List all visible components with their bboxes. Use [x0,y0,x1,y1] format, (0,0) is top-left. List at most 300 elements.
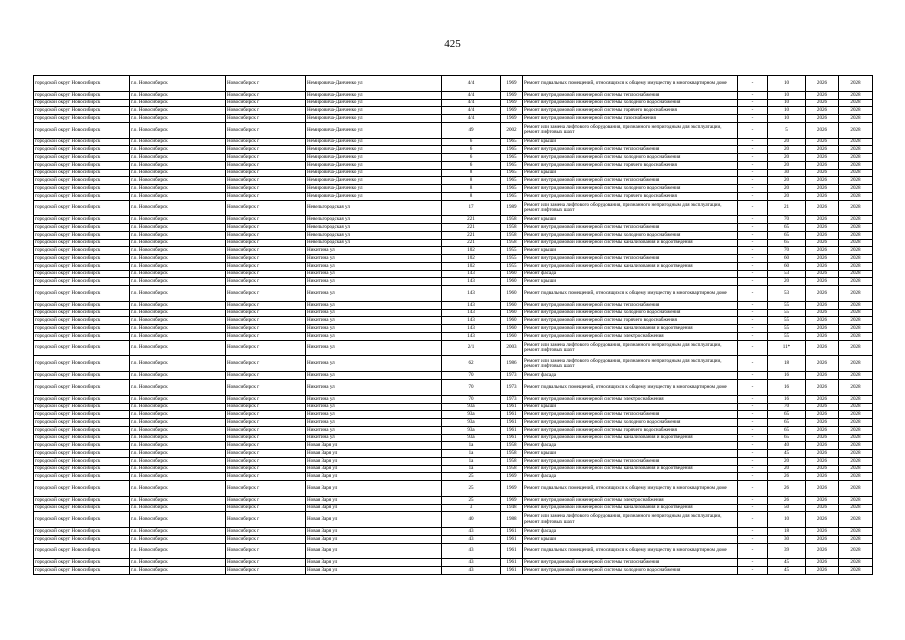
work-type-cell: Ремонт подвальных помещений, относящихся к общему имуществу в многоквартирном доме [523,481,738,497]
start-year-cell: 2026 [806,567,839,575]
end-year-cell: 2028 [839,411,873,419]
house-number-cell: 8 [442,169,501,177]
table-row [34,115,873,123]
municipality-cell: городской округ Новосибирск [34,403,130,411]
table-row [34,325,873,333]
year-built-cell: 1960 [501,309,523,317]
end-year-cell: 2028 [839,559,873,567]
start-year-cell: 2026 [806,372,839,380]
end-year-cell: 2028 [839,512,873,528]
city-cell: Новосибирск г [226,473,306,481]
dash-cell: - [738,239,768,247]
start-year-cell: 2026 [806,340,839,356]
street-cell: Новая Заря ул [306,543,442,559]
table-row [34,473,873,481]
settlement-cell: г.о. Новосибирск [130,504,226,512]
settlement-cell: г.о. Новосибирск [130,200,226,216]
street-cell: Никитина ул [306,255,442,263]
year-built-cell: 1969 [501,473,523,481]
dash-cell: - [738,255,768,263]
year-built-cell: 1986 [501,356,523,372]
street-cell: Немировича-Данченко ул [306,192,442,200]
end-year-cell: 2028 [839,247,873,255]
repair-schedule-table [33,75,873,575]
city-cell: Новосибирск г [226,169,306,177]
settlement-cell: г.о. Новосибирск [130,450,226,458]
city-cell: Новосибирск г [226,403,306,411]
street-cell: Немировича-Данченко ул [306,107,442,115]
end-year-cell: 2028 [839,481,873,497]
street-cell: Немировича-Данченко ул [306,91,442,99]
amount-cell: 21 [768,200,806,216]
end-year-cell: 2028 [839,115,873,123]
amount-cell: 70 [768,216,806,224]
street-cell: Новая Заря ул [306,481,442,497]
table-row [34,169,873,177]
amount-cell: 16 [768,395,806,403]
start-year-cell: 2026 [806,270,839,278]
dash-cell: - [738,395,768,403]
amount-cell: 65 [768,426,806,434]
dash-cell: - [738,450,768,458]
settlement-cell: г.о. Новосибирск [130,192,226,200]
municipality-cell: городской округ Новосибирск [34,559,130,567]
street-cell: Немировича-Данченко ул [306,138,442,146]
house-number-cell: 62 [442,356,501,372]
start-year-cell: 2026 [806,231,839,239]
end-year-cell: 2028 [839,372,873,380]
street-cell: Немировича-Данченко ул [306,154,442,162]
settlement-cell: г.о. Новосибирск [130,262,226,270]
work-type-cell: Ремонт внутридомовой инженерной системы канализования и водоотведения [523,504,738,512]
amount-cell: 20 [768,177,806,185]
year-built-cell: 1973 [501,372,523,380]
settlement-cell: г.о. Новосибирск [130,332,226,340]
dash-cell: - [738,224,768,232]
table-row [34,419,873,427]
street-cell: Новая Заря ул [306,559,442,567]
city-cell: Новосибирск г [226,286,306,302]
amount-cell: 20 [768,154,806,162]
house-number-cell: 43 [442,535,501,543]
amount-cell: 10 [768,115,806,123]
street-cell: Никитина ул [306,356,442,372]
municipality-cell: городской округ Новосибирск [34,372,130,380]
year-built-cell: 2003 [501,340,523,356]
municipality-cell: городской округ Новосибирск [34,161,130,169]
start-year-cell: 2026 [806,301,839,309]
municipality-cell: городской округ Новосибирск [34,169,130,177]
dash-cell: - [738,91,768,99]
start-year-cell: 2026 [806,535,839,543]
street-cell: Никитина ул [306,372,442,380]
dash-cell: - [738,325,768,333]
work-type-cell: Ремонт крыши [523,247,738,255]
municipality-cell: городской округ Новосибирск [34,481,130,497]
dash-cell: - [738,543,768,559]
municipality-cell: городской округ Новосибирск [34,185,130,193]
work-type-cell: Ремонт внутридомовой инженерной системы теплоснабжения [523,255,738,263]
city-cell: Новосибирск г [226,356,306,372]
settlement-cell: г.о. Новосибирск [130,535,226,543]
settlement-cell: г.о. Новосибирск [130,411,226,419]
amount-cell: 26 [768,496,806,504]
year-built-cell: 1965 [501,154,523,162]
end-year-cell: 2028 [839,270,873,278]
year-built-cell: 1955 [501,247,523,255]
street-cell: Никитина ул [306,301,442,309]
end-year-cell: 2028 [839,107,873,115]
settlement-cell: г.о. Новосибирск [130,567,226,575]
street-cell: Никитина ул [306,426,442,434]
settlement-cell: г.о. Новосибирск [130,403,226,411]
city-cell: Новосибирск г [226,481,306,497]
house-number-cell: 43 [442,528,501,536]
municipality-cell: городской округ Новосибирск [34,99,130,107]
year-built-cell: 1965 [501,138,523,146]
year-built-cell: 1960 [501,325,523,333]
street-cell: Немировича-Данченко ул [306,185,442,193]
city-cell: Новосибирск г [226,457,306,465]
municipality-cell: городской округ Новосибирск [34,115,130,123]
settlement-cell: г.о. Новосибирск [130,169,226,177]
end-year-cell: 2028 [839,192,873,200]
start-year-cell: 2026 [806,317,839,325]
settlement-cell: г.о. Новосибирск [130,255,226,263]
start-year-cell: 2026 [806,169,839,177]
work-type-cell: Ремонт крыши [523,450,738,458]
municipality-cell: городской округ Новосибирск [34,465,130,473]
dash-cell: - [738,231,768,239]
dash-cell: - [738,372,768,380]
amount-cell: 20 [768,146,806,154]
year-built-cell: 1958 [501,216,523,224]
end-year-cell: 2028 [839,403,873,411]
house-number-cell: 3 [442,504,501,512]
dash-cell: - [738,99,768,107]
settlement-cell: г.о. Новосибирск [130,457,226,465]
dash-cell: - [738,161,768,169]
city-cell: Новосибирск г [226,262,306,270]
start-year-cell: 2026 [806,161,839,169]
dash-cell: - [738,559,768,567]
end-year-cell: 2028 [839,278,873,286]
city-cell: Новосибирск г [226,99,306,107]
end-year-cell: 2028 [839,262,873,270]
city-cell: Новосибирск г [226,76,306,92]
city-cell: Новосибирск г [226,177,306,185]
dash-cell: - [738,528,768,536]
street-cell: Немировича-Данченко ул [306,122,442,138]
work-type-cell: Ремонт внутридомовой инженерной системы горячего водоснабжения [523,161,738,169]
dash-cell: - [738,177,768,185]
municipality-cell: городской округ Новосибирск [34,332,130,340]
amount-cell: 45 [768,559,806,567]
work-type-cell: Ремонт внутридомовой инженерной системы холодного водоснабжения [523,419,738,427]
work-type-cell: Ремонт внутридомовой инженерной системы горячего водоснабжения [523,107,738,115]
dash-cell: - [738,138,768,146]
municipality-cell: городской округ Новосибирск [34,457,130,465]
amount-cell: 5 [768,122,806,138]
amount-cell: 65 [768,411,806,419]
amount-cell: 70 [768,247,806,255]
city-cell: Новосибирск г [226,332,306,340]
settlement-cell: г.о. Новосибирск [130,372,226,380]
street-cell: Никитина ул [306,395,442,403]
work-type-cell: Ремонт внутридомовой инженерной системы холодного водоснабжения [523,99,738,107]
house-number-cell: 221 [442,224,501,232]
start-year-cell: 2026 [806,395,839,403]
end-year-cell: 2028 [839,395,873,403]
municipality-cell: городской округ Новосибирск [34,442,130,450]
municipality-cell: городской округ Новосибирск [34,76,130,92]
start-year-cell: 2026 [806,107,839,115]
municipality-cell: городской округ Новосибирск [34,528,130,536]
dash-cell: - [738,496,768,504]
end-year-cell: 2028 [839,224,873,232]
end-year-cell: 2028 [839,200,873,216]
city-cell: Новосибирск г [226,504,306,512]
end-year-cell: 2028 [839,426,873,434]
municipality-cell: городской округ Новосибирск [34,450,130,458]
dash-cell: - [738,278,768,286]
street-cell: Никитина ул [306,309,442,317]
municipality-cell: городской округ Новосибирск [34,356,130,372]
house-number-cell: 6 [442,161,501,169]
amount-cell: 20 [768,138,806,146]
table-row [34,270,873,278]
dash-cell: - [738,301,768,309]
table-row [34,403,873,411]
end-year-cell: 2028 [839,216,873,224]
start-year-cell: 2026 [806,200,839,216]
street-cell: Никитина ул [306,270,442,278]
table-row [34,122,873,138]
street-cell: Новая Заря ул [306,504,442,512]
dash-cell: - [738,216,768,224]
year-built-cell: 1973 [501,380,523,396]
house-number-cell: 8 [442,185,501,193]
settlement-cell: г.о. Новосибирск [130,122,226,138]
start-year-cell: 2026 [806,216,839,224]
work-type-cell: Ремонт крыши [523,403,738,411]
street-cell: Немировича-Данченко ул [306,177,442,185]
table-row [34,450,873,458]
year-built-cell: 1961 [501,528,523,536]
work-type-cell: Ремонт подвальных помещений, относящихся к общему имуществу в многоквартирном доме [523,380,738,396]
work-type-cell: Ремонт внутридомовой инженерной системы теплоснабжения [523,224,738,232]
amount-cell: 55 [768,325,806,333]
work-type-cell: Ремонт внутридомовой инженерной системы канализования и водоотведения [523,465,738,473]
year-built-cell: 1960 [501,301,523,309]
dash-cell: - [738,512,768,528]
settlement-cell: г.о. Новосибирск [130,512,226,528]
house-number-cell: 70 [442,372,501,380]
year-built-cell: 1958 [501,239,523,247]
dash-cell: - [738,465,768,473]
city-cell: Новосибирск г [226,278,306,286]
start-year-cell: 2026 [806,473,839,481]
amount-cell: 65 [768,434,806,442]
amount-cell: 11* [768,340,806,356]
year-built-cell: 1969 [501,91,523,99]
house-number-cell: 93а [442,411,501,419]
start-year-cell: 2026 [806,262,839,270]
amount-cell: 26 [768,473,806,481]
city-cell: Новосибирск г [226,239,306,247]
settlement-cell: г.о. Новосибирск [130,473,226,481]
amount-cell: 10 [768,107,806,115]
city-cell: Новосибирск г [226,270,306,278]
dash-cell: - [738,270,768,278]
settlement-cell: г.о. Новосибирск [130,161,226,169]
house-number-cell: 143 [442,286,501,302]
end-year-cell: 2028 [839,301,873,309]
start-year-cell: 2026 [806,380,839,396]
municipality-cell: городской округ Новосибирск [34,567,130,575]
table-row [34,481,873,497]
table-row [34,543,873,559]
municipality-cell: городской округ Новосибирск [34,278,130,286]
table-row [34,278,873,286]
table-row [34,231,873,239]
amount-cell: 55 [768,317,806,325]
dash-cell: - [738,122,768,138]
house-number-cell: 93а [442,434,501,442]
start-year-cell: 2026 [806,177,839,185]
settlement-cell: г.о. Новосибирск [130,380,226,396]
house-number-cell: 6 [442,138,501,146]
municipality-cell: городской округ Новосибирск [34,325,130,333]
start-year-cell: 2026 [806,247,839,255]
street-cell: Никитина ул [306,380,442,396]
amount-cell: 53 [768,270,806,278]
house-number-cell: 143 [442,332,501,340]
end-year-cell: 2028 [839,442,873,450]
city-cell: Новосибирск г [226,200,306,216]
table-row [34,76,873,92]
end-year-cell: 2028 [839,138,873,146]
settlement-cell: г.о. Новосибирск [130,247,226,255]
house-number-cell: 4/4 [442,91,501,99]
start-year-cell: 2026 [806,91,839,99]
city-cell: Новосибирск г [226,115,306,123]
house-number-cell: 8 [442,192,501,200]
city-cell: Новосибирск г [226,372,306,380]
amount-cell: 60 [768,262,806,270]
table-row [34,465,873,473]
year-built-cell: 1961 [501,535,523,543]
dash-cell: - [738,185,768,193]
house-number-cell: 143 [442,317,501,325]
year-built-cell: 1969 [501,99,523,107]
year-built-cell: 1958 [501,224,523,232]
table-row [34,286,873,302]
year-built-cell: 1958 [501,442,523,450]
amount-cell: 60 [768,255,806,263]
street-cell: Невельгородская ул [306,200,442,216]
amount-cell: 20 [768,278,806,286]
house-number-cell: 4/4 [442,99,501,107]
municipality-cell: городской округ Новосибирск [34,177,130,185]
city-cell: Новосибирск г [226,442,306,450]
amount-cell: 70 [768,403,806,411]
settlement-cell: г.о. Новосибирск [130,115,226,123]
city-cell: Новосибирск г [226,325,306,333]
house-number-cell: 49 [442,122,501,138]
table-row [34,332,873,340]
municipality-cell: городской округ Новосибирск [34,419,130,427]
city-cell: Новосибирск г [226,154,306,162]
amount-cell: 20 [768,457,806,465]
end-year-cell: 2028 [839,309,873,317]
house-number-cell: 143 [442,325,501,333]
end-year-cell: 2028 [839,473,873,481]
start-year-cell: 2026 [806,465,839,473]
amount-cell: 10 [768,99,806,107]
house-number-cell: 93а [442,403,501,411]
street-cell: Никитина ул [306,419,442,427]
house-number-cell: 43 [442,559,501,567]
settlement-cell: г.о. Новосибирск [130,99,226,107]
amount-cell: 65 [768,239,806,247]
start-year-cell: 2026 [806,278,839,286]
work-type-cell: Ремонт внутридомовой инженерной системы холодного водоснабжения [523,231,738,239]
house-number-cell: 1а [442,457,501,465]
work-type-cell: Ремонт внутридомовой инженерной системы теплоснабжения [523,301,738,309]
house-number-cell: 221 [442,239,501,247]
start-year-cell: 2026 [806,122,839,138]
dash-cell: - [738,332,768,340]
start-year-cell: 2026 [806,332,839,340]
table-row [34,426,873,434]
year-built-cell: 1965 [501,161,523,169]
house-number-cell: 6 [442,154,501,162]
year-built-cell: 1969 [501,496,523,504]
municipality-cell: городской округ Новосибирск [34,262,130,270]
work-type-cell: Ремонт внутридомовой инженерной системы электроснабжения [523,332,738,340]
amount-cell: 10 [768,76,806,92]
city-cell: Новосибирск г [226,107,306,115]
amount-cell: 30 [768,535,806,543]
table-row [34,395,873,403]
year-built-cell: 1965 [501,192,523,200]
municipality-cell: городской округ Новосибирск [34,270,130,278]
street-cell: Немировича-Данченко ул [306,161,442,169]
dash-cell: - [738,481,768,497]
house-number-cell: 25 [442,473,501,481]
year-built-cell: 1958 [501,465,523,473]
settlement-cell: г.о. Новосибирск [130,543,226,559]
settlement-cell: г.о. Новосибирск [130,278,226,286]
end-year-cell: 2028 [839,325,873,333]
city-cell: Новосибирск г [226,426,306,434]
work-type-cell: Ремонт подвальных помещений, относящихся к общему имуществу в многоквартирном доме [523,76,738,92]
year-built-cell: 1965 [501,177,523,185]
street-cell: Новая Заря ул [306,442,442,450]
work-type-cell: Ремонт подвальных помещений, относящихся к общему имуществу в многоквартирном доме [523,286,738,302]
work-type-cell: Ремонт или замена лифтового оборудования, признанного непригодным для эксплуатации, ремонт лифтовых шахт [523,200,738,216]
amount-cell: 55 [768,309,806,317]
end-year-cell: 2028 [839,185,873,193]
house-number-cell: 4/4 [442,107,501,115]
house-number-cell: 143 [442,270,501,278]
municipality-cell: городской округ Новосибирск [34,91,130,99]
end-year-cell: 2028 [839,332,873,340]
municipality-cell: городской округ Новосибирск [34,231,130,239]
municipality-cell: городской округ Новосибирск [34,504,130,512]
table-row [34,146,873,154]
